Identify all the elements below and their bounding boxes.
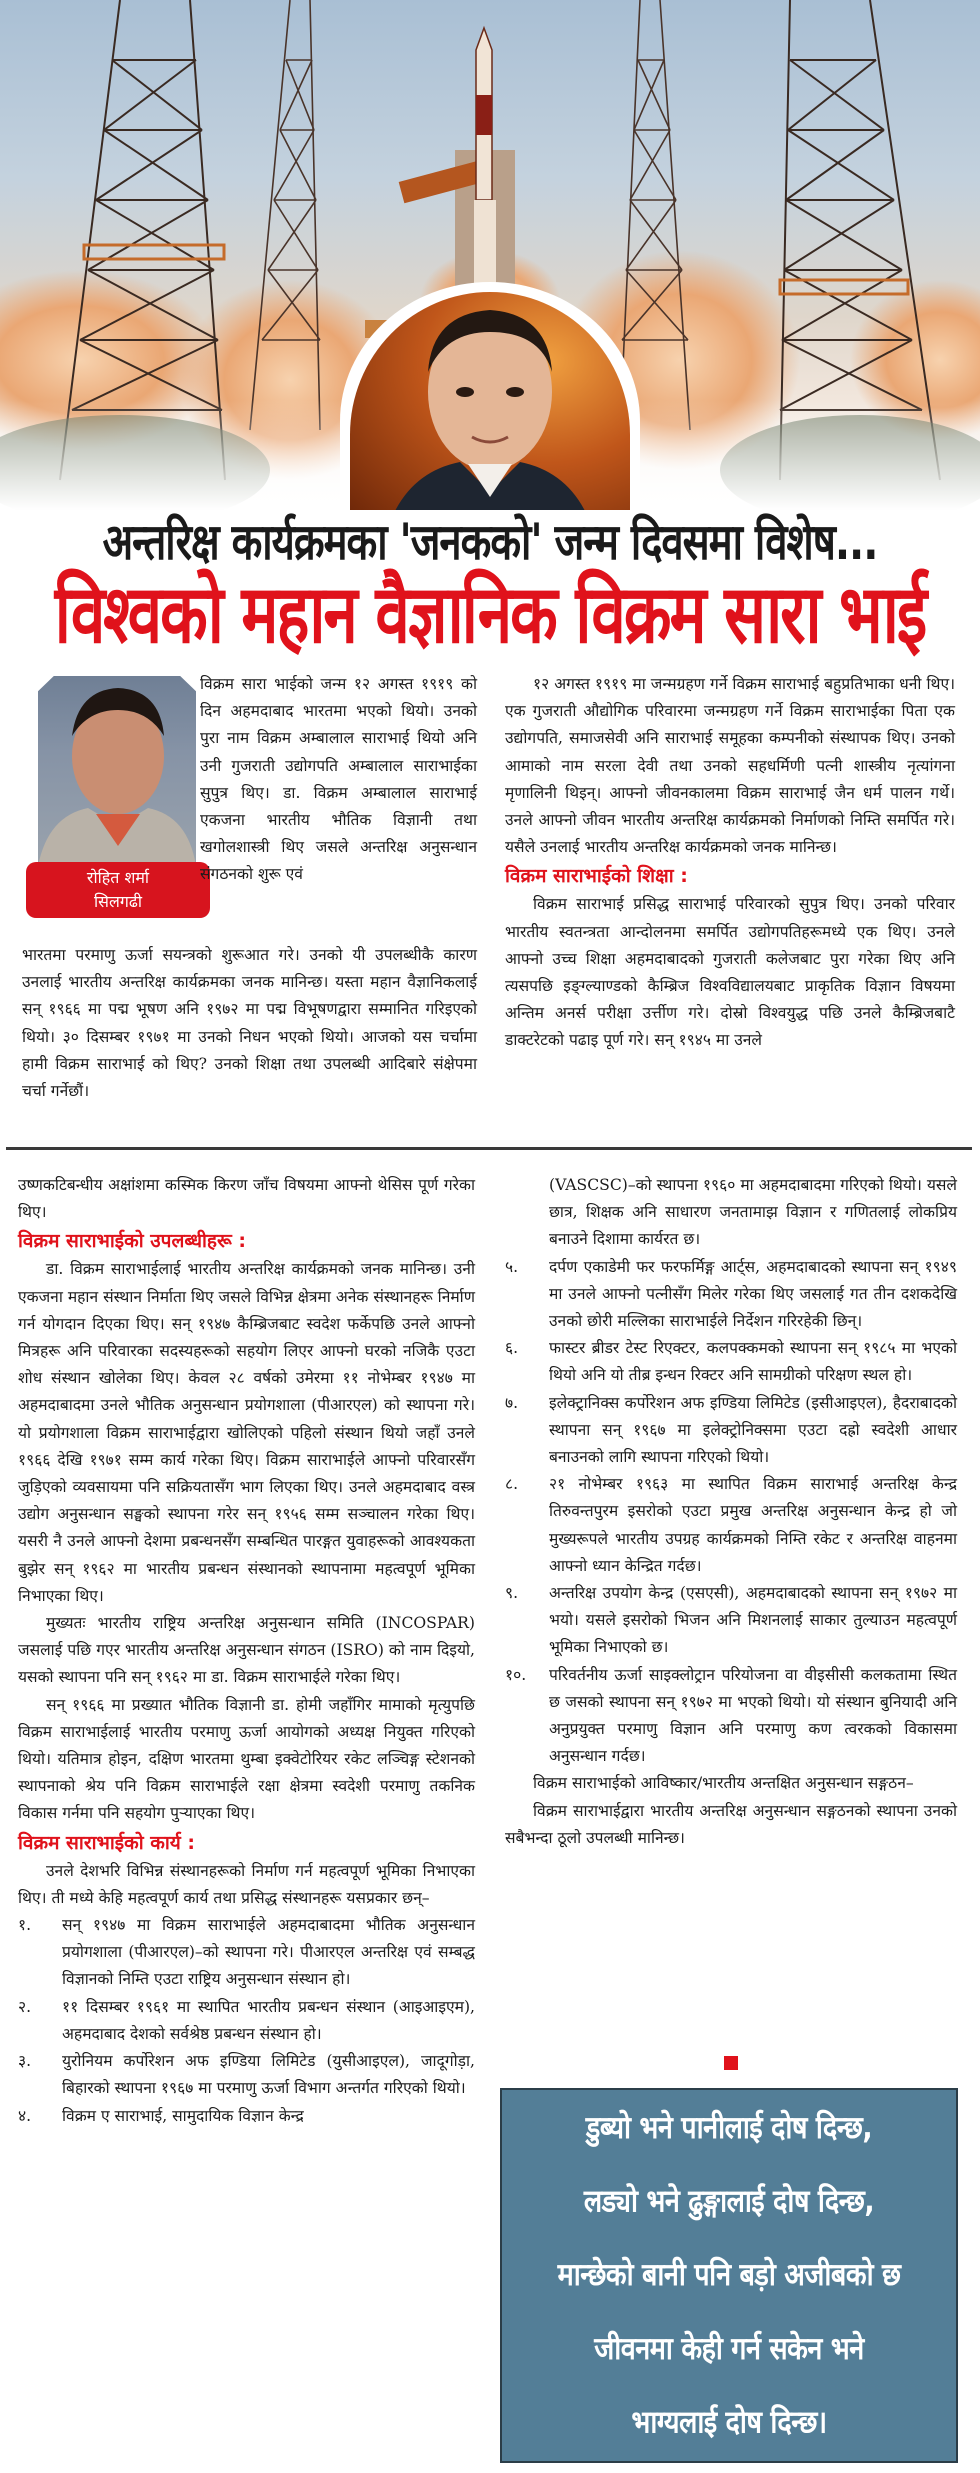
quote-box — [500, 2088, 958, 2463]
list-number: ६. — [505, 1339, 519, 1358]
quote-line: डुब्यो भने पानीलाई दोष दिन्छ, — [585, 2109, 873, 2146]
section-divider — [6, 1147, 972, 1150]
kicker-headline: अन्तरिक्ष कार्यक्रमका 'जनकको' जन्म दिवसमा विशेष... — [102, 513, 878, 572]
biography-paragraph: १२ अगस्त १९१९ मा जन्मग्रहण गर्ने विक्रम साराभाई बहुप्रतिभाका धनी थिए। एक गुजराती औद्योगिक परिवारमा जन्मग्रहण गर्ने विक्रम साराभाईका पिता एक उद्योगपति, समाजसेवी अनि साराभाई समूहका कम्पनीको संस्थापक थिए। उनको आमाको नाम सरला देवी तथा उनको सहधर्मिणी पत्नी शास्त्रीय नृत्यांगना मृणालिनी थिइन्। आफ्नो जीवनकालमा विक्रम साराभाई जैन धर्म पालन गर्थे। उनले आफ्नो जीवन भारतीय अन्तरिक्ष कार्यक्रमको निर्माणको निम्ति समर्पित गरे। यसैले उनलाई भारतीय अन्तरिक्ष कार्यक्रमको जनक मानिन्छ। — [505, 675, 955, 857]
closing-subheading: विक्रम साराभाईको आविष्कार/भारतीय अन्तक्षित अनुसन्धान सङ्गठन– — [533, 1774, 914, 1793]
work-list-item — [505, 1662, 957, 1771]
list-number: २. — [18, 1997, 32, 2016]
bottom-left-column — [18, 1172, 475, 2130]
list-number: ५. — [505, 1257, 519, 1276]
intro-wrap-text — [200, 671, 477, 889]
achievements-paragraph: डा. विक्रम साराभाईलाई भारतीय अन्तरिक्ष कार्यक्रमको जनक मानिन्छ। उनी एकजना महान संस्थान निर्माता थिए जसले विभिन्न क्षेत्रमा अनेक संस्थानहरू निर्माण गर्न योगदान दिएका थिए। सन् १९४७ कैम्ब्रिजबाट स्वदेश फर्केपछि उनले आफ्नो मित्रहरू अनि परिवारका सदस्यहरूको सहयोग लिएर आफ्नो घरको नजिकै एउटा शोध संस्थान खोलेका थिए। केवल २८ वर्षको उमेरमा ११ नोभेम्बर १९४७ मा अहमदाबादमा उनले भौतिक अनुसन्धान प्रयोगशाला (पीआरएल) को स्थापना गरे। यो प्रयोगशाला विक्रम साराभाईद्वारा खोलिएको पहिलो संस्थान थियो जहाँ उनले १९६६ देखि १९७१ सम्म कार्य गरेका थिए। विक्रम साराभाईले आफ्नो परिवारसँग जुड़िएको व्यवसायमा पनि सक्रियतासँग भाग लिएका थिए। उनले अहमदाबाद वस्त्र उद्योग अनुसन्धान सङ्घको स्थापना गरेर सन् १९५६ सम्म सञ्चालन गरेका थिए। यसरी नै उनले आफ्नो देशमा प्रबन्धनसँग सम्बन्धित पारङ्गत युवाहरूको आवश्यकता बुझेर सन् १९६२ मा भारतीय प्रबन्धन संस्थानको स्थापनामा महत्वपूर्ण भूमिका निभाएका थिए। — [18, 1260, 475, 1605]
list-text: (VASCSC)–को स्थापना १९६० मा अहमदाबादमा गरिएको थियो। यसले छात्र, शिक्षक अनि साधारण जनतामाझ विज्ञान र गणितलाई लोकप्रिय बनाउने दिशामा कार्यरत छ। — [549, 1176, 957, 1249]
work-list-item — [18, 1994, 475, 2048]
list-text: युरोनियम कर्पोरेशन अफ इण्डिया लिमिटेड (युसीआइएल), जादूगोड़ा, बिहारको स्थापना १९६७ मा परमाणु ऊर्जा विभाग अन्तर्गत गरिएको थियो। — [62, 2052, 475, 2098]
list-number: १. — [18, 1916, 32, 1935]
list-number: १०. — [505, 1665, 527, 1684]
work-list — [18, 1912, 475, 2130]
top-right-column — [505, 671, 955, 1055]
quote-line: लड्यो भने ढुङ्गालाई दोष दिन्छ, — [583, 2183, 875, 2220]
section-heading-education: विक्रम साराभाईको शिक्षा : — [505, 865, 688, 888]
list-text: २१ नोभेम्बर १९६३ मा स्थापित विक्रम साराभाई अन्तरिक्ष केन्द्र तिरुवन्तपुरम इसरोको एउटा प्रमुख अन्तरिक्ष अनुसन्धान केन्द्र हो जो मुख्यरूपले भारतीय उपग्रह कार्यक्रमको निम्ति रकेट र अन्तरिक्ष वाहनमा आफ्नो ध्यान केन्द्रित गर्दछ। — [549, 1475, 957, 1575]
education-continuation: उष्णकटिबन्धीय अक्षांशमा कस्मिक किरण जाँच विषयमा आफ्नो थेसिस पूर्ण गरेका थिए। — [18, 1176, 475, 1222]
hero-rocket-launch-image — [0, 0, 980, 510]
achievements-paragraph: मुख्यतः भारतीय राष्ट्रिय अन्तरिक्ष अनुसन्धान समिति (INCOSPAR) जसलाई पछि गएर भारतीय अन्तरिक्ष अनुसन्धान संगठन (ISRO) को नाम दिइयो, यसको स्थापना पनि सन् १९६२ मा डा. विक्रम साराभाईले गरेका थिए। — [18, 1614, 475, 1687]
work-list-item — [18, 1912, 475, 1994]
list-number: ४. — [18, 2106, 32, 2125]
author-location: सिलगढी — [94, 892, 142, 911]
list-number: ८. — [505, 1475, 519, 1494]
work-list-item — [505, 1580, 957, 1662]
work-list-item — [18, 2048, 475, 2102]
education-paragraph: विक्रम साराभाई प्रसिद्ध साराभाई परिवारको सुपुत्र थिए। उनको परिवार भारतीय स्वतन्त्रता आन्दोलनमा समर्पित उद्योगपतिहरूमध्ये एक थिए। उनले आफ्नो उच्च शिक्षा अहमदाबादको गुजराती कलेजबाट पुरा गरेका थिए अनि त्यसपछि इङ्ग्ल्याण्डको कैम्ब्रिज विश्वविद्यालयबाट प्राकृतिक विज्ञान विषयमा अन्तिम अनर्स परीक्षा उर्त्तीण गरे। दोस्रो विश्वयुद्ध पछि उनले कैम्ब्रिजबाटै डाक्टरेटको पढाइ पूर्ण गरे। सन् १९४५ मा उनले — [505, 895, 955, 1050]
list-text: विक्रम ए साराभाई, सामुदायिक विज्ञान केन्द्र — [62, 2106, 304, 2125]
work-list-item — [505, 1390, 957, 1472]
quote-line: भाग्यलाई दोष दिन्छ। — [631, 2404, 827, 2440]
list-number: ७. — [505, 1393, 519, 1412]
author-byline — [26, 862, 210, 918]
bottom-right-column — [505, 1172, 957, 1852]
work-list-item — [18, 2103, 475, 2130]
closing-paragraph: विक्रम साराभाईद्वारा भारतीय अन्तरिक्ष अनुसन्धान सङ्गठनको स्थापना उनको सबैभन्दा ठूलो उपलब्धी मानिन्छ। — [505, 1801, 957, 1847]
achievements-paragraph: सन् १९६६ मा प्रख्यात भौतिक विज्ञानी डा. होमी जहाँगिर मामाको मृत्युपछि विक्रम साराभाईलाई भारतीय परमाणु ऊर्जा आयोगको अध्यक्ष नियुक्त गरिएको थियो। यतिमात्र होइन, दक्षिण भारतमा थुम्बा इक्वेटोरियर रकेट लञ्चिङ्ग स्टेशनको स्थापनाको श्रेय पनि विक्रम साराभाईले रक्षा क्षेत्रमा स्वदेशी परमाणु तकनिक विकास गर्नमा पनि सहयोग पुऱ्याएका थिए। — [18, 1695, 475, 1823]
work-list-item — [505, 1335, 957, 1389]
quote-line: मान्छेको बानी पनि बड़ो अजीबको छ — [557, 2257, 901, 2293]
author-photo — [38, 676, 196, 866]
list-text: परिवर्तनीय ऊर्जा साइक्लोट्रान परियोजना वा वीइसीसी कलकतामा स्थित छ जसको स्थापना सन् १९७२ मा भएको थियो। यो संस्थान बुनियादी अनि अनुप्रयुक्त परमाणु विज्ञान अनि परमाणु कण त्वरकको विकासमा अनुसन्धान गर्दछ। — [549, 1665, 957, 1766]
list-number: ९. — [505, 1584, 519, 1603]
work-list-continued — [505, 1172, 957, 1770]
section-heading-achievements: विक्रम साराभाईको उपलब्धीहरू : — [18, 1230, 246, 1253]
list-number: ३. — [18, 2052, 32, 2071]
work-intro-paragraph: उनले देशभरि विभिन्न संस्थानहरूको निर्माण गर्न महत्वपूर्ण भूमिका निभाएका थिए। ती मध्ये केहि महत्वपूर्ण कार्य तथा प्रसिद्ध संस्थानहरू यसप्रकार छन्– — [18, 1861, 475, 1907]
intro-paragraph-wrap: विक्रम सारा भाईको जन्म १२ अगस्त १९१९ को दिन अहमदाबाद भारतमा भएको थियो। उनको पुरा नाम विक्रम अम्बालाल साराभाई थियो अनि उनी गुजराती उद्योगपति अम्बालाल साराभाईका सुपुत्र थिए। डा. विक्रम अम्बालाल साराभाई एकजना भारतीय भौतिक विज्ञानी तथा खगोलशास्त्री थिए जसले अन्तरिक्ष अनुसन्धान संगठनको शुरू एवं — [200, 675, 477, 884]
section-heading-work: विक्रम साराभाईको कार्य : — [18, 1831, 195, 1854]
work-list-item — [505, 1254, 957, 1336]
intro-full-text — [22, 942, 477, 1105]
author-name: रोहित शर्मा — [86, 868, 150, 887]
list-text: सन् १९४७ मा विक्रम साराभाईले अहमदाबादमा भौतिक अनुसन्धान प्रयोगशाला (पीआरएल)–को स्थापना गरे। पीआरएल अन्तरिक्ष एवं सम्बद्ध विज्ञानको निम्ति एउटा राष्ट्रिय अनुसन्धान संस्थान हो। — [62, 1916, 475, 1989]
work-list-item-continuation — [505, 1172, 957, 1254]
main-headline: विश्वको महान वैज्ञानिक विक्रम सारा भाई — [54, 566, 926, 662]
list-text: दर्पण एकाडेमी फर फरफर्मिङ्ग आर्ट्स, अहमदाबादको स्थापना सन् १९४९ मा उनले आफ्नो पत्नीसँग मिलेर गरेका थिए जसलाई गत तीन दशकदेखि उनको छोरी मल्लिका साराभाईले निर्देशन गरिरहेकी छिन्। — [549, 1257, 957, 1331]
intro-paragraph-full: भारतमा परमाणु ऊर्जा सयन्त्रको शुरूआत गरे। उनको यी उपलब्धीकै कारण उनलाई भारतीय अन्तरिक्ष कार्यक्रमका जनक मानिन्छ। यस्ता महान वैज्ञानिकलाई सन् १९६६ मा पद्म भूषण अनि १९७२ मा पद्म विभूषणद्वारा सम्मानित गरिइएको थियो। ३० दिसम्बर १९७१ मा उनको निधन भएको थियो। आजको यस चर्चामा हामी विक्रम साराभाई को थिए? उनको शिक्षा तथा उपलब्धी आदिबारे संक्षेपमा चर्चा गर्नेछौं। — [22, 946, 477, 1101]
list-text: फास्टर ब्रीडर टेस्ट रिएक्टर, कलपक्कमको स्थापना सन् १९८५ मा भएको थियो अनि यो तीब्र इन्धन रिक्टर अनि सामग्रीको परिक्षण स्थल हो। — [549, 1339, 957, 1385]
list-text: अन्तरिक्ष उपयोग केन्द्र (एसएसी), अहमदाबादको स्थापना सन् १९७२ मा भयो। यसले इसरोको भिजन अनि मिशनलाई साकार तुल्याउन महत्वपूर्ण भूमिका निभाएको छ। — [549, 1584, 957, 1657]
quote-line: जीवनमा केही गर्न सकेन भने — [594, 2330, 864, 2367]
article-end-square-icon — [724, 2056, 738, 2070]
list-text: इलेक्ट्रानिक्स कर्पोरेशन अफ इण्डिया लिमिटेड (इसीआइएल), हैदराबादको स्थापना सन् १९६७ मा इलेक्ट्रोनिक्समा एउटा दह्रो स्वदेशी आधार बनाउनको लागि स्थापना गरिएको थियो। — [549, 1393, 957, 1467]
quote-text — [558, 2092, 901, 2460]
list-text: ११ दिसम्बर १९६१ मा स्थापित भारतीय प्रबन्धन संस्थान (आइआइएम), अहमदाबाद देशको सर्वश्रेष्ठ प्रबन्धन संस्थान हो। — [62, 1997, 475, 2043]
work-list-item — [505, 1471, 957, 1580]
vikram-sarabhai-portrait — [350, 292, 630, 510]
